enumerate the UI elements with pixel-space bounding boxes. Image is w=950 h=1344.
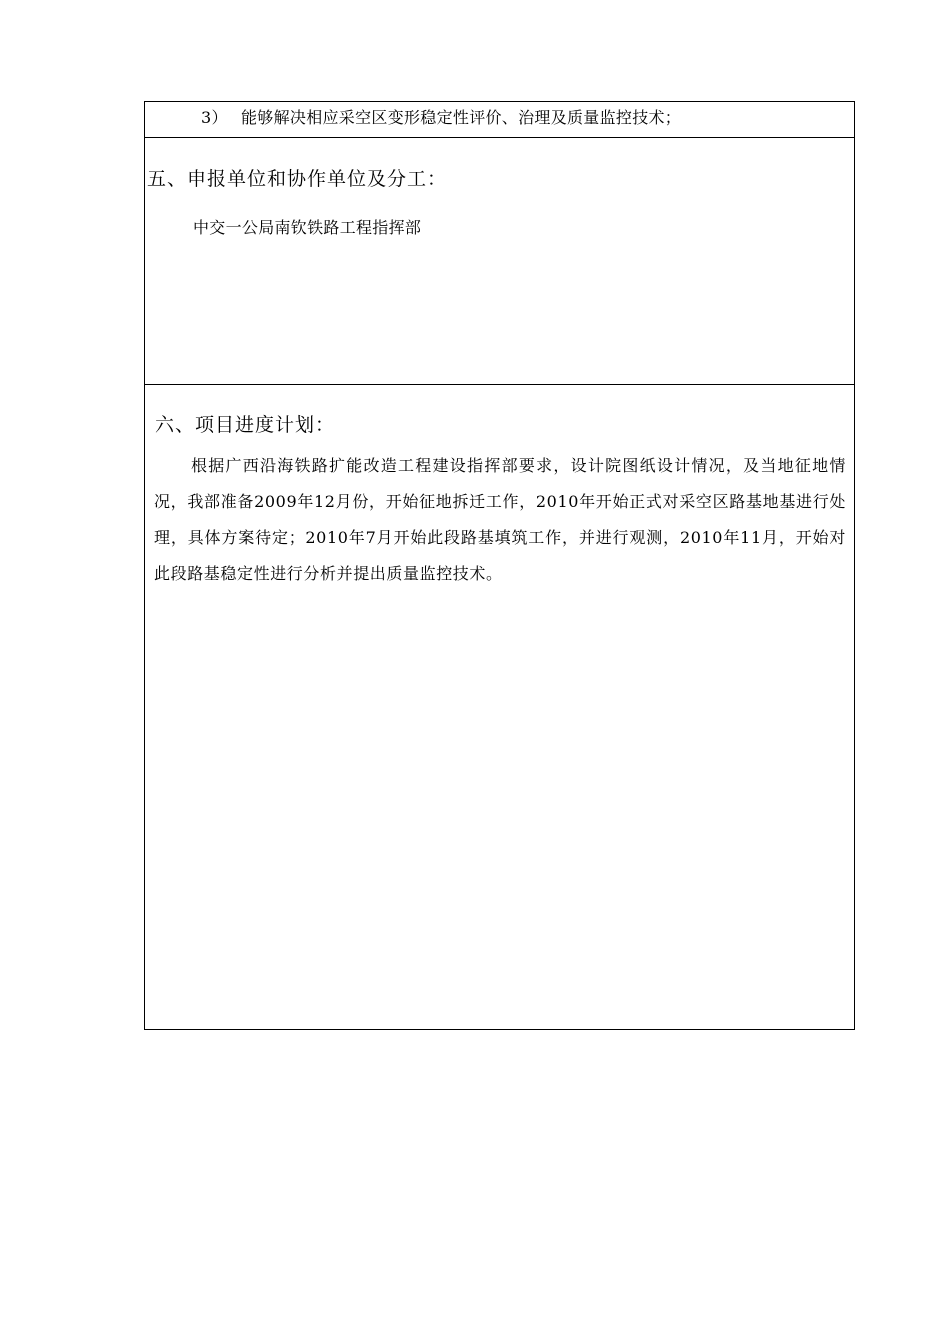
section-5-heading: 五、申报单位和协作单位及分工： xyxy=(147,168,448,190)
item-text: 能够解决相应采空区变形稳定性评价、治理及质量监控技术； xyxy=(241,108,682,127)
section-schedule xyxy=(145,385,854,1029)
application-form-table xyxy=(144,101,855,1030)
objective-row xyxy=(145,102,854,138)
section-applicant-units xyxy=(145,138,854,385)
item-number: 3） xyxy=(201,108,228,127)
schedule-paragraph: 根据广西沿海铁路扩能改造工程建设指挥部要求，设计院图纸设计情况，及当地征地情况，我部准备2009年12月份，开始征地拆迁工作，2010年开始正式对采空区路基地基进行处理，具体方案待定；2010年7月开始此段路基填筑工作，并进行观测，2010年11月，开始对此段路基稳定性进行分析并提出质量监控技术。 xyxy=(154,456,846,583)
objective-item xyxy=(201,108,681,128)
section-6-heading: 六、项目进度计划： xyxy=(155,414,336,436)
applicant-unit-name: 中交一公局南钦铁路工程指挥部 xyxy=(193,218,422,237)
